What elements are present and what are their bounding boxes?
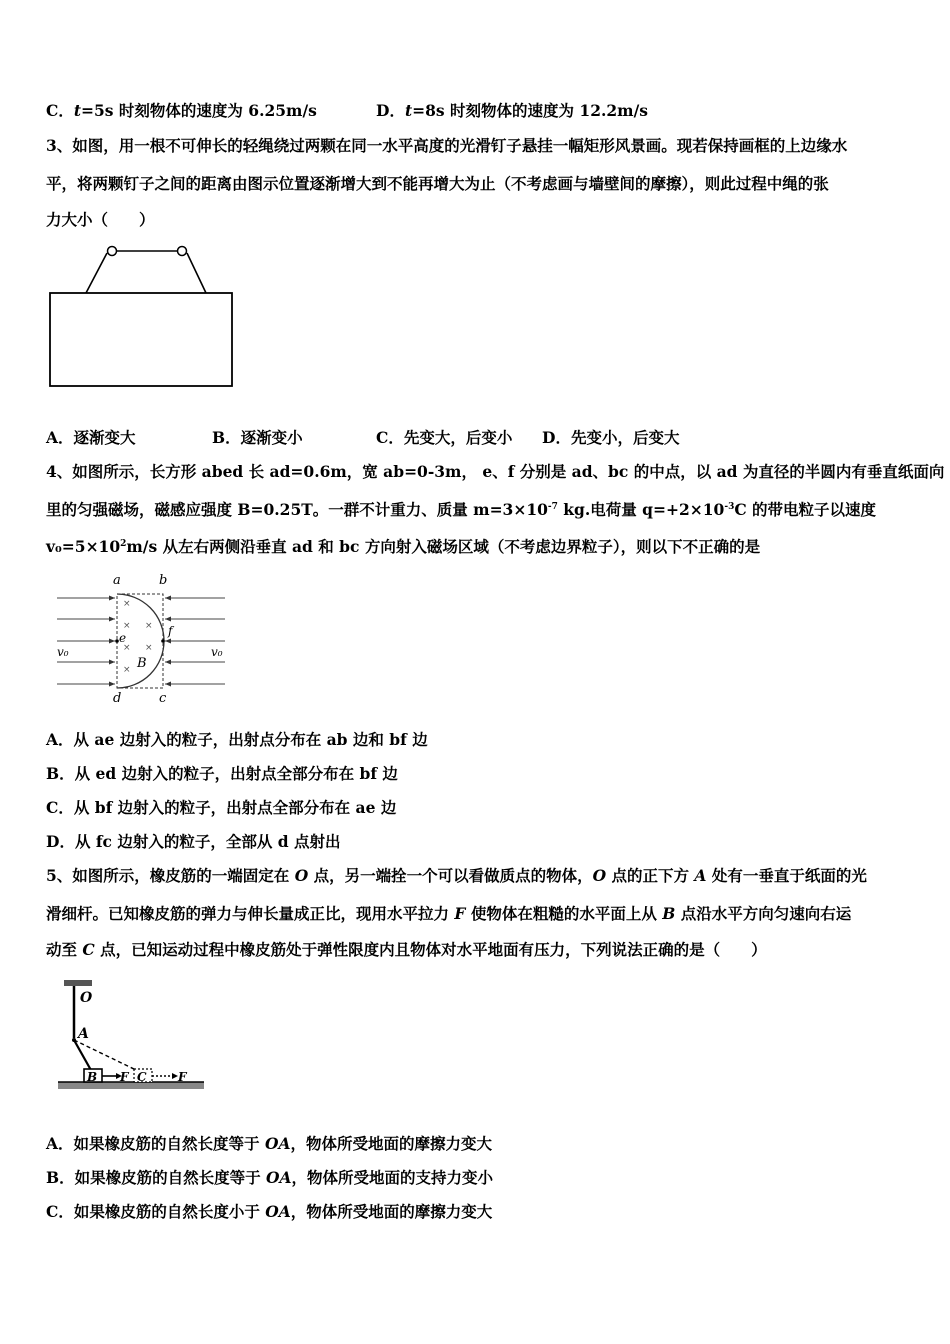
q3-picture-frame — [50, 293, 232, 386]
q2-option-d-text: =8s 时刻物体的速度为 12.2m/s — [412, 101, 648, 120]
q3-figure — [46, 240, 236, 390]
q3-nail-right — [178, 247, 187, 256]
q5-l1-O: O — [294, 866, 309, 885]
q3-rope-right — [187, 253, 206, 293]
q4-right-arrowheads — [165, 596, 171, 687]
q4-speed-exponent: 2 — [120, 538, 127, 549]
q5-optC-part2: ，物体所受地面的摩擦力变大 — [290, 1202, 493, 1221]
q2-option-d — [376, 101, 648, 121]
q4-stem-line2 — [46, 500, 876, 520]
q5-l2-part2: 使物体在粗糙的水平面上从 — [465, 904, 663, 923]
q4-label-v0-left: v₀ — [57, 645, 69, 659]
q4-left-incident-lines — [57, 598, 115, 684]
q3-option-a: A．逐渐变大 — [46, 428, 136, 447]
q4-right-incident-lines — [165, 598, 225, 684]
q5-l2-B: B — [662, 904, 676, 923]
q4-option-c: C．从 bf 边射入的粒子，出射点全部分布在 ae 边 — [46, 798, 397, 817]
q5-optC-part1: C．如果橡皮筋的自然长度小于 — [46, 1202, 266, 1221]
q4-label-v0-right: v₀ — [211, 645, 223, 659]
q2-option-c-var: t — [73, 101, 82, 120]
q3-stem-line3: 力大小（ ） — [46, 210, 155, 229]
q5-l1-part2: 点，另一端拴一个可以看做质点的物体， — [308, 866, 593, 885]
q3-option-b: B．逐渐变小 — [212, 428, 303, 447]
q5-optA-part2: ，物体所受地面的摩擦力变大 — [290, 1134, 492, 1153]
q3-option-c: C．先变大，后变小 — [376, 428, 513, 447]
q5-label-F1: F — [120, 1070, 129, 1084]
q5-option-a — [46, 1134, 492, 1154]
q5-l1-part4: 处有一垂直于纸面的光 — [706, 866, 867, 885]
q5-l3-part2: 点，已知运动过程中橡皮筋处于弹性限度内且物体对水平地面有压力，下列说法正确的是（ ） — [94, 940, 767, 959]
q3-stem-line1: 3、如图，用一根不可伸长的轻绳绕过两颗在同一水平高度的光滑钉子悬挂一幅矩形风景画。现若保持画框的上边缘水 — [46, 136, 848, 155]
q4-point-e — [115, 639, 119, 643]
q4-stem-line3 — [46, 537, 760, 557]
svg-text:×: × — [123, 599, 131, 609]
q5-figure — [50, 978, 210, 1098]
q2-option-d-prefix: D． — [376, 101, 405, 120]
q4-figure — [55, 572, 227, 704]
q4-option-a: A．从 ae 边射入的粒子，出射点分布在 ab 边和 bf 边 — [46, 730, 428, 749]
q5-optB-part2: ，物体所受地面的支持力变小 — [291, 1168, 494, 1187]
q5-ceiling — [64, 980, 92, 986]
q5-option-c — [46, 1202, 492, 1222]
svg-text:×: × — [123, 643, 131, 653]
q5-stem-line1 — [46, 866, 867, 886]
q3-option-d: D．先变小，后变大 — [542, 428, 680, 447]
q4-label-B: B — [137, 656, 147, 671]
q3-nail-left — [108, 247, 117, 256]
q4-mass-exponent: -7 — [547, 501, 558, 512]
q5-l2-part1: 滑细杆。已知橡皮筋的弹力与伸长量成正比，现用水平拉力 — [46, 904, 455, 923]
q4-line2-part2: kg.电荷量 q=+2×10 — [557, 500, 725, 519]
svg-text:×: × — [123, 621, 131, 631]
q2-option-d-var: t — [404, 101, 413, 120]
q5-optA-part1: A．如果橡皮筋的自然长度等于 — [46, 1134, 265, 1153]
q4-label-b: b — [159, 573, 168, 588]
q4-label-a: a — [113, 573, 121, 588]
q5-label-B: B — [87, 1070, 98, 1084]
q4-label-c: c — [159, 691, 167, 706]
q4-label-f: f — [168, 624, 173, 638]
q5-optB-var: OA — [266, 1168, 292, 1187]
q2-option-c — [46, 101, 317, 121]
q5-l2-part3: 点沿水平方向匀速向右运 — [675, 904, 852, 923]
q5-optB-part1: B．如果橡皮筋的自然长度等于 — [46, 1168, 266, 1187]
q4-label-d: d — [113, 691, 122, 706]
q4-option-d: D．从 fc 边射入的粒子，全部从 d 点射出 — [46, 832, 341, 851]
q5-optA-var: OA — [264, 1134, 291, 1153]
q4-line3-part1: v₀=5×10 — [46, 537, 121, 556]
q3-stem-line2: 平，将两颗钉子之间的距离由图示位置逐渐增大到不能再增大为止（不考虑画与墙壁间的摩擦），则此过程中绳的张 — [46, 174, 829, 193]
q5-stem-line2 — [46, 904, 851, 924]
q4-option-b: B．从 ed 边射入的粒子，出射点全部分布在 bf 边 — [46, 764, 398, 783]
q5-option-b — [46, 1168, 493, 1188]
svg-text:×: × — [123, 665, 131, 675]
q4-left-arrowheads — [109, 596, 115, 687]
q4-stem-line1: 4、如图所示，长方形 abed 长 ad=0.6m，宽 ab=0-3m， e、f 分别是 ad、bc 的中点，以 ad 为直径的半圆内有垂直纸面向 — [46, 462, 945, 481]
q5-l2-F: F — [454, 904, 466, 923]
q5-l3-part1: 动至 — [46, 940, 83, 959]
q5-label-A: A — [78, 1026, 89, 1042]
q5-label-O: O — [80, 990, 93, 1006]
q5-stem-line3 — [46, 940, 767, 960]
q5-label-F2: F — [178, 1070, 187, 1084]
q4-line2-part1: 里的匀强磁场，磁感应强度 B=0.25T。一群不计重力、质量 m=3×10 — [46, 500, 548, 519]
q5-label-C: C — [137, 1070, 147, 1084]
q5-l3-C: C — [82, 940, 95, 959]
q5-l1-A: A — [694, 866, 707, 885]
q2-option-c-prefix: C． — [46, 101, 74, 120]
q4-label-e: e — [119, 631, 127, 645]
svg-text:×: × — [145, 643, 153, 653]
q5-l1-O2: O — [592, 866, 607, 885]
q4-charge-exponent: -3 — [724, 501, 735, 512]
svg-text:×: × — [145, 621, 153, 631]
q5-l1-part3: 点的正下方 — [606, 866, 695, 885]
q4-line2-part3: C 的带电粒子以速度 — [734, 500, 877, 519]
q5-optC-var: OA — [265, 1202, 291, 1221]
q2-option-c-text: =5s 时刻物体的速度为 6.25m/s — [81, 101, 317, 120]
q4-point-f — [161, 639, 165, 643]
q5-l1-part1: 5、如图所示，橡皮筋的一端固定在 — [46, 866, 295, 885]
q3-rope-left — [86, 253, 107, 293]
q4-line3-part2: m/s 从左右两侧沿垂直 ad 和 bc 方向射入磁场区域（不考虑边界粒子），则以下不正确的是 — [126, 537, 761, 556]
